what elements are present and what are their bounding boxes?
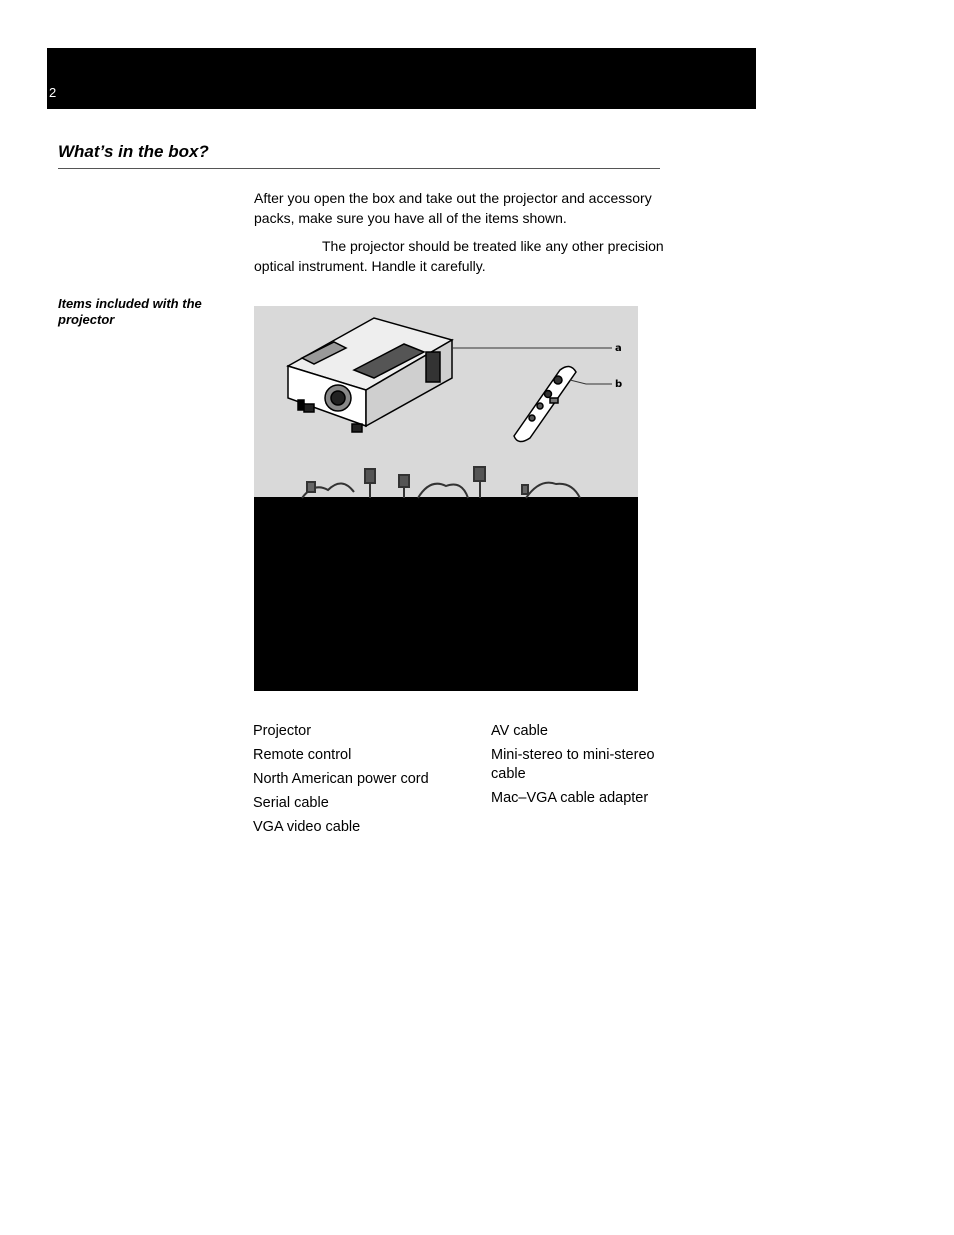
header-bar: [47, 48, 756, 109]
list-item: VGA video cable: [253, 819, 361, 835]
illustration-lower-panel: [254, 497, 638, 691]
list-item: Mini-stereo to mini-stereo cable: [491, 747, 655, 782]
list-item: Serial cable: [253, 795, 329, 811]
items-list-left: [253, 722, 429, 842]
figure-caption: Items included with the projector: [58, 296, 202, 327]
list-item: North American power cord: [253, 771, 429, 787]
section-title: What’s in the box?: [58, 142, 209, 161]
list-item: AV cable: [491, 723, 548, 739]
intro-paragraph: After you open the box and take out the projector and accessory packs, make sure you have all of the items shown.: [254, 190, 652, 226]
caution-note: [254, 237, 664, 276]
items-illustration: [254, 306, 638, 691]
page-number: 2: [49, 85, 57, 100]
callout-label-b: b: [615, 379, 623, 390]
title-divider: [58, 168, 660, 169]
callout-label-a: a: [615, 343, 622, 354]
list-item: Remote control: [253, 747, 352, 763]
list-item: Projector: [253, 723, 312, 739]
items-illustration-svg: [254, 306, 638, 691]
list-item: Mac–VGA cable adapter: [491, 790, 649, 806]
note-text: The projector should be treated like any other precision optical instrument. Handle it carefully.: [254, 238, 664, 274]
items-list-right: [491, 722, 671, 813]
